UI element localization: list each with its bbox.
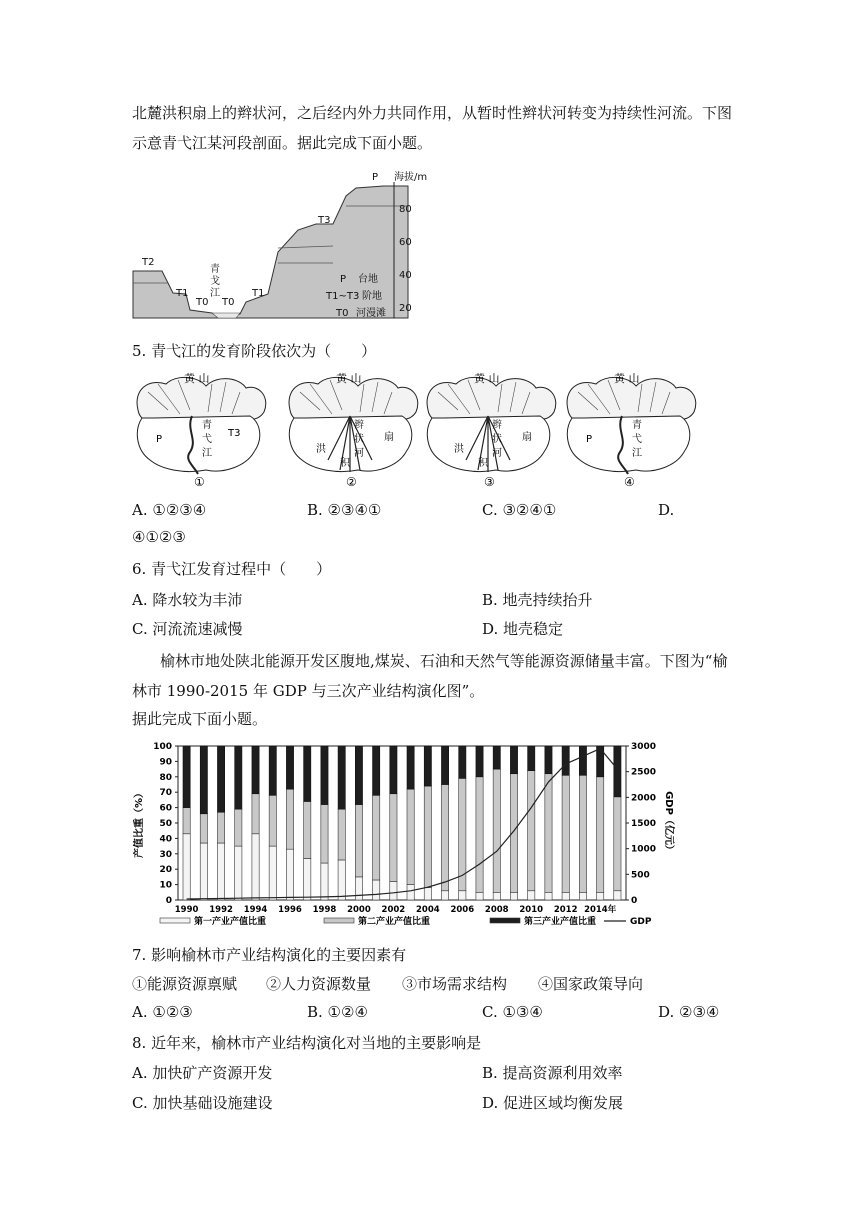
stage-map-1: [128, 370, 274, 488]
y-tick-label: 60: [159, 803, 172, 814]
bar-primary: [304, 858, 311, 900]
y-tick-label: 50: [159, 819, 172, 829]
bar-primary: [562, 892, 569, 900]
bar-secondary: [269, 795, 276, 846]
y-tick-label: 40: [159, 834, 172, 845]
q7-factor-1: ①能源资源禀赋: [132, 975, 238, 993]
stage-map-4: [558, 370, 704, 488]
legend-t0-code: T0: [336, 308, 349, 319]
intro2-line-3: 据此完成下面小题。: [132, 710, 268, 728]
mountain-label: 黄 山: [474, 372, 500, 385]
tick-40: 40: [399, 270, 412, 281]
q8-stem: 8. 近年来，榆林市产业结构演化对当地的主要影响是: [132, 1034, 482, 1052]
y-tick-label: 20: [159, 865, 172, 876]
bar-tertiary: [338, 746, 345, 809]
map-label-2: 弋: [632, 434, 642, 445]
legend-label: 第三产业产值比重: [524, 917, 597, 927]
map-label-fan-3: 扇: [384, 432, 394, 443]
bar-tertiary: [407, 746, 414, 789]
bar-secondary: [441, 785, 448, 891]
y-tick-label: 100: [153, 742, 172, 752]
x-tick-label: 1994: [243, 905, 268, 915]
bar-tertiary: [304, 746, 311, 801]
river-profile-figure: [128, 168, 428, 323]
bar-secondary: [235, 809, 242, 846]
x-tick-label: 2002: [381, 905, 406, 915]
bar-tertiary: [183, 746, 190, 808]
bar-tertiary: [373, 746, 380, 795]
intro-line-2: 示意青弋江某河段剖面。据此完成下面小题。: [132, 134, 433, 152]
bar-secondary: [597, 777, 604, 893]
map-label-t3: T3: [228, 428, 241, 439]
bar-tertiary: [441, 746, 448, 785]
label-t3: T3: [318, 215, 331, 226]
y-tick-label: 30: [159, 849, 172, 860]
map-label-3: 江: [202, 448, 212, 459]
q7-option-d[interactable]: D. ②③④: [658, 1003, 720, 1021]
bar-primary: [545, 892, 552, 900]
river-label-1: 青: [210, 264, 220, 275]
x-tick-label: 2006: [450, 905, 475, 915]
map-label-1: 辫: [354, 420, 364, 431]
bar-tertiary: [200, 746, 207, 814]
label-t0-left: T0: [196, 297, 209, 308]
tick-80: 80: [399, 204, 412, 215]
bar-secondary: [424, 786, 431, 888]
legend-t0-name: 河漫滩: [356, 308, 386, 319]
bar-secondary: [562, 775, 569, 892]
map-label-2: 状: [354, 434, 364, 445]
y2-tick-label: 500: [631, 870, 650, 881]
bar-primary: [200, 843, 207, 900]
bar-tertiary: [235, 746, 242, 809]
bar-secondary: [476, 777, 483, 893]
q8-option-c[interactable]: C. 加快基础设施建设: [132, 1094, 273, 1112]
map-label-p: P: [156, 434, 163, 445]
mountain-label: 黄 山: [336, 372, 362, 385]
legend-swatch: [490, 918, 520, 923]
legend-swatch: [160, 918, 190, 923]
bar-tertiary: [269, 746, 276, 795]
bar-primary: [510, 892, 517, 900]
q6-stem: 6. 青弋江发育过程中（ ）: [132, 560, 332, 578]
y2-tick-label: 0: [631, 896, 638, 906]
map-label-p: P: [586, 434, 593, 445]
bar-secondary: [528, 771, 535, 891]
map-label-1: 青: [202, 420, 212, 431]
x-tick-label: 2004: [416, 905, 440, 915]
mountain-label: 黄 山: [184, 372, 210, 385]
bar-secondary: [355, 805, 362, 877]
bar-tertiary: [528, 746, 535, 771]
y-tick-label: 70: [159, 788, 172, 799]
bar-tertiary: [355, 746, 362, 805]
axis-title: 海拔/m: [394, 172, 428, 183]
x-tick-label: 1998: [312, 905, 337, 915]
q7-option-c[interactable]: C. ①③④: [482, 1003, 543, 1021]
legend-t-code: T1~T3: [326, 291, 360, 302]
stage-number: ④: [624, 475, 635, 488]
y2-tick-label: 2000: [631, 793, 657, 804]
x-tick-label: 2000: [347, 905, 371, 915]
bar-secondary: [183, 808, 190, 834]
bar-primary: [441, 891, 448, 900]
q8-option-b[interactable]: B. 提高资源利用效率: [482, 1064, 623, 1082]
map-label-3: 江: [632, 448, 642, 459]
bar-primary: [390, 882, 397, 900]
bar-tertiary: [424, 746, 431, 786]
q5-option-b[interactable]: B. ②③④①: [307, 501, 382, 519]
y-tick-label: 0: [165, 896, 172, 906]
bar-secondary: [200, 814, 207, 843]
bar-primary: [217, 843, 224, 900]
map-label-fan-2: 积: [478, 458, 488, 469]
bar-primary: [493, 892, 500, 900]
bar-tertiary: [252, 746, 259, 794]
bar-primary: [321, 863, 328, 900]
bar-secondary: [545, 774, 552, 893]
bar-tertiary: [217, 746, 224, 812]
x-tick-label: 1996: [278, 905, 302, 915]
intro2-line-1: 榆林市地处陕北能源开发区腹地,煤炭、石油和天然气等能源资源储量丰富。下图为“榆: [160, 652, 728, 670]
bar-primary: [579, 892, 586, 900]
bar-primary: [355, 877, 362, 900]
map-label-3: 河: [492, 448, 502, 459]
bar-secondary: [321, 805, 328, 864]
bar-primary: [424, 888, 431, 900]
q7-option-b[interactable]: B. ①②④: [307, 1003, 368, 1021]
bar-secondary: [338, 809, 345, 860]
y-tick-label: 90: [159, 757, 172, 768]
stage-map-2: [280, 370, 426, 488]
q5-option-a[interactable]: A. ①②③④: [132, 501, 207, 519]
q8-option-d[interactable]: D. 促进区域均衡发展: [482, 1094, 624, 1112]
bar-primary: [597, 892, 604, 900]
q7-stem: 7. 影响榆林市产业结构演化的主要因素有: [132, 946, 407, 964]
label-p-top: P: [372, 172, 379, 183]
bar-tertiary: [286, 746, 293, 789]
label-t2: T2: [142, 257, 155, 268]
x-tick-label: 2008: [484, 905, 509, 915]
x-tick-label: 2010: [519, 905, 544, 915]
bar-tertiary: [510, 746, 517, 774]
q5-option-d[interactable]: D.: [658, 501, 675, 519]
map-label-1: 青: [632, 420, 642, 431]
y2-tick-label: 3000: [631, 742, 657, 752]
q5-option-c[interactable]: C. ③②④①: [482, 501, 557, 519]
bar-secondary: [373, 795, 380, 880]
bar-primary: [476, 892, 483, 900]
bar-primary: [235, 846, 242, 900]
bar-tertiary: [545, 746, 552, 774]
bar-secondary: [614, 797, 621, 891]
legend-p-name: 台地: [358, 274, 378, 285]
bar-secondary: [304, 801, 311, 858]
map-label-1: 辫: [492, 420, 502, 431]
bar-primary: [183, 834, 190, 900]
y2-axis-label: GDP（亿元）: [663, 791, 674, 855]
bar-primary: [286, 849, 293, 900]
legend-label: GDP: [630, 917, 652, 927]
label-t0-right: T0: [222, 297, 235, 308]
bar-tertiary: [579, 746, 586, 775]
mountain-label: 黄 山: [614, 372, 640, 385]
stage-number: ①: [194, 475, 205, 488]
stage-number: ③: [484, 475, 495, 488]
bar-tertiary: [562, 746, 569, 775]
q6-option-a[interactable]: A. 降水较为丰沛: [132, 591, 243, 609]
q6-option-c[interactable]: C. 河流流速减慢: [132, 620, 243, 638]
gdp-line: [187, 749, 618, 899]
bar-primary: [338, 860, 345, 900]
bar-primary: [269, 846, 276, 900]
bar-primary: [459, 891, 466, 900]
intro-line-1: 北麓洪积扇上的辫状河，之后经内外力共同作用，从暂时性辫状河转变为持续性河流。下图: [132, 104, 733, 122]
bar-primary: [407, 885, 414, 900]
q7-factor-2: ②人力资源数量: [266, 975, 372, 993]
map-label-fan-1: 洪: [316, 444, 326, 455]
q5-maps: [128, 370, 718, 488]
q5-stem: 5. 青弋江的发育阶段依次为（ ）: [132, 342, 377, 360]
river-label-3: 江: [210, 288, 220, 299]
y2-tick-label: 1500: [631, 819, 657, 829]
legend-label: 第一产业产值比重: [194, 917, 267, 927]
y2-tick-label: 2500: [631, 767, 657, 778]
q7-factor-4: ④国家政策导向: [538, 975, 644, 993]
x-tick-label: 1990: [174, 905, 199, 915]
bar-secondary: [407, 789, 414, 884]
x-tick-label: 1992: [209, 905, 233, 915]
bar-tertiary: [390, 746, 397, 794]
bar-secondary: [286, 789, 293, 849]
bar-tertiary: [614, 746, 621, 797]
bar-secondary: [252, 794, 259, 834]
q7-factor-3: ③市场需求结构: [402, 975, 508, 993]
map-label-2: 状: [492, 434, 502, 445]
q6-option-d[interactable]: D. 地壳稳定: [482, 620, 564, 638]
label-t1-right: T1: [252, 288, 265, 299]
bar-tertiary: [493, 746, 500, 769]
bar-tertiary: [321, 746, 328, 805]
bar-secondary: [390, 794, 397, 882]
bar-secondary: [579, 775, 586, 892]
map-label-fan-3: 扇: [522, 432, 532, 443]
river-label-2: 戈: [210, 276, 220, 287]
stage-number: ②: [346, 475, 357, 488]
map-label-2: 弋: [202, 434, 212, 445]
bar-primary: [614, 891, 621, 900]
tick-20: 20: [399, 303, 412, 314]
y2-tick-label: 1000: [631, 844, 657, 855]
q8-option-a[interactable]: A. 加快矿产资源开发: [132, 1064, 273, 1082]
industry-gdp-chart: [128, 736, 676, 934]
q5-option-d-continued: ④①②③: [132, 528, 186, 546]
y-axis-label: 产值比重（%）: [134, 787, 145, 859]
label-t1-left: T1: [176, 288, 189, 299]
map-label-fan-1: 洪: [454, 444, 464, 455]
bar-tertiary: [597, 746, 604, 777]
plot-frame: [178, 746, 626, 900]
intro2-line-2: 林市 1990-2015 年 GDP 与三次产业结构演化图”。: [132, 682, 485, 700]
bar-primary: [528, 891, 535, 900]
y-tick-label: 80: [159, 772, 172, 783]
map-label-fan-2: 积: [340, 458, 350, 469]
y-tick-label: 10: [159, 880, 172, 891]
bar-tertiary: [459, 746, 466, 778]
q7-option-a[interactable]: A. ①②③: [132, 1003, 193, 1021]
x-tick-label: 2012: [553, 905, 578, 915]
q6-option-b[interactable]: B. 地壳持续抬升: [482, 591, 593, 609]
bar-tertiary: [476, 746, 483, 777]
bar-primary: [373, 880, 380, 900]
tick-60: 60: [399, 237, 412, 248]
legend-label: 第二产业产值比重: [358, 917, 431, 927]
legend-t-name: 阶地: [362, 291, 382, 302]
bar-primary: [252, 834, 259, 900]
legend-p-code: P: [340, 274, 347, 285]
map-label-3: 河: [354, 448, 364, 459]
bar-secondary: [493, 769, 500, 892]
legend-swatch: [324, 918, 354, 923]
bar-secondary: [217, 812, 224, 843]
stage-map-3: [418, 370, 564, 488]
x-tick-label: 2014年: [584, 905, 617, 915]
